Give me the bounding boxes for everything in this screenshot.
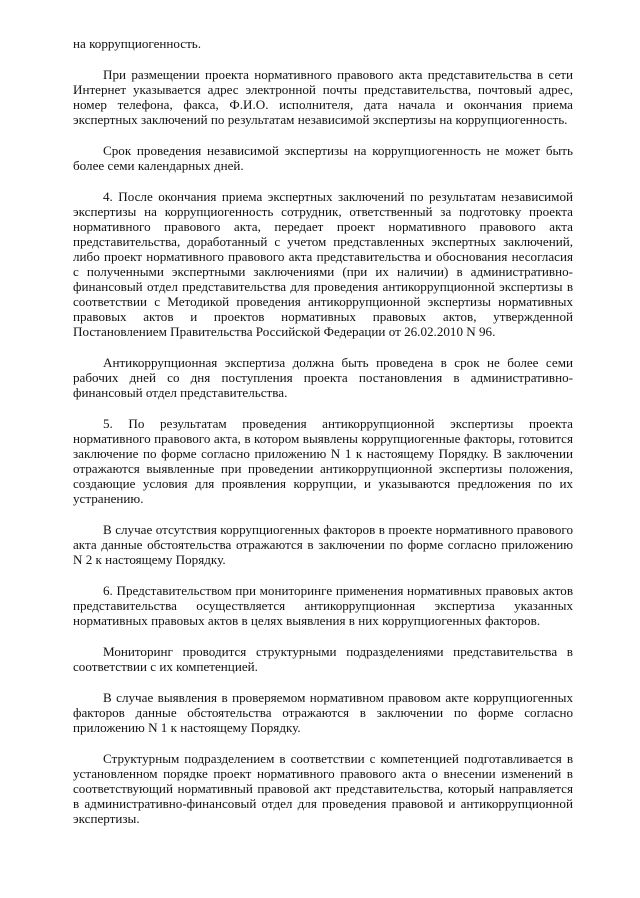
- paragraph-anticorruption-term: Антикоррупционная экспертиза должна быть проведена в срок не более семи рабочих дней со дня поступления проекта постановления в административно-финансовый отдел представительства.: [73, 355, 573, 400]
- document-page: [73, 36, 573, 842]
- paragraph-continuation: на коррупциогенность.: [73, 36, 202, 51]
- paragraph-expertise-term: Срок проведения независимой экспертизы на коррупциогенность не может быть более семи календарных дней.: [73, 143, 573, 173]
- paragraph-section-4: 4. После окончания приема экспертных заключений по результатам независимой экспертизы на коррупциогенность сотрудник, ответственный за подготовку проекта нормативного правового акта, передает проект нормативного правового акта представительства, доработанный с учетом представленных экспертных заключений, либо проект нормативного правового акта представительства и обоснования несогласия с полученными экспертными заключениями (при их наличии) в административно-финансовый отдел представительства для проведения антикоррупционной экспертизы в соответствии с Методикой проведения антикоррупционной экспертизы нормативных правовых актов и проектов нормативных правовых актов, утвержденной Постановлением Правительства Российской Федерации от 26.02.2010 N 96.: [73, 189, 573, 339]
- paragraph-section-5: 5. По результатам проведения антикоррупционной экспертизы проекта нормативного правового акта, в котором выявлены коррупциогенные факторы, готовится заключение по форме согласно приложению N 1 к настоящему Порядку. В заключении отражаются выявленные при проведении антикоррупционной экспертизы положения, создающие условия для проявления коррупции, и указываются предложения по их устранению.: [73, 416, 573, 506]
- paragraph-monitoring: Мониторинг проводится структурными подразделениями представительства в соответствии с их компетенцией.: [73, 644, 573, 674]
- paragraph-section-6: 6. Представительством при мониторинге применения нормативных правовых актов представительства осуществляется антикоррупционная экспертиза указанных нормативных правовых актов в целях выявления в них коррупциогенных факторов.: [73, 583, 573, 628]
- paragraph-factors-found: В случае выявления в проверяемом нормативном правовом акте коррупциогенных факторов данные обстоятельства отражаются в заключении по форме согласно приложению N 1 к настоящему Порядку.: [73, 690, 573, 735]
- paragraph-internet-posting: При размещении проекта нормативного правового акта представительства в сети Интернет указывается адрес электронной почты представительства, почтовый адрес, номер телефона, факса, Ф.И.О. исполнителя, дата начала и окончания приема экспертных заключений по результатам независимой экспертизы на коррупциогенность.: [73, 67, 573, 127]
- paragraph-no-factors: В случае отсутствия коррупциогенных факторов в проекте нормативного правового акта данные обстоятельства отражаются в заключении по форме согласно приложению N 2 к настоящему Порядку.: [73, 522, 573, 567]
- paragraph-structural-unit: Структурным подразделением в соответствии с компетенцией подготавливается в установленном порядке проект нормативного правового акта о внесении изменений в соответствующий нормативный правовой акт представительства, который направляется в административно-финансовый отдел для проведения правовой и антикоррупционной экспертизы.: [73, 751, 573, 826]
